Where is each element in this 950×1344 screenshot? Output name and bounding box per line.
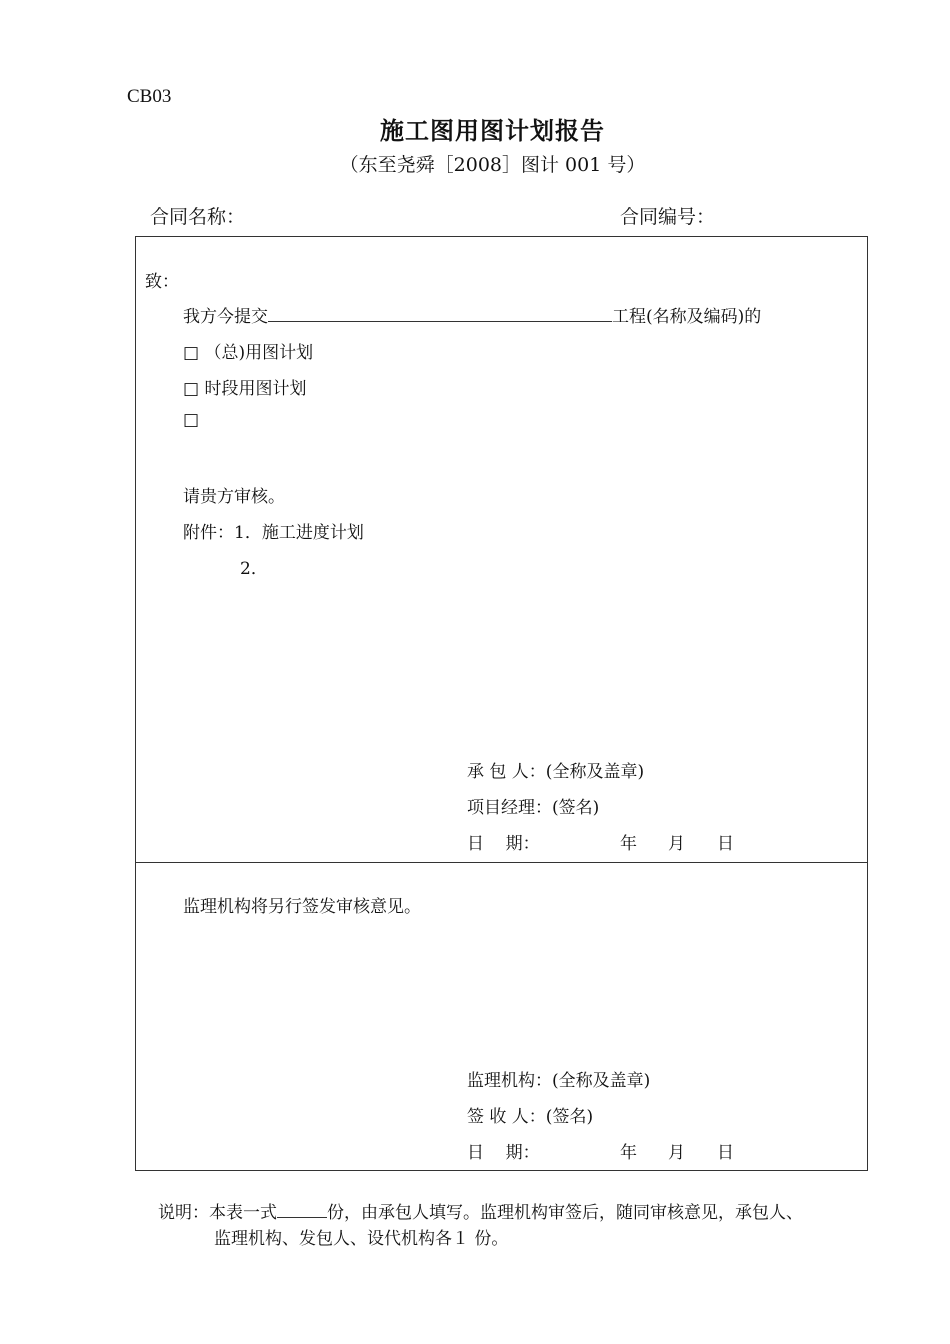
- supervisor-date-label: 日 期：: [467, 1143, 540, 1163]
- supervisor-date-day: 日: [717, 1143, 734, 1163]
- supervisor-opinion: 监理机构将另行签发审核意见。: [183, 897, 421, 917]
- form-table: [135, 236, 868, 1171]
- contractor-signature: 承 包 人：(全称及盖章): [467, 762, 645, 782]
- submit-line: [183, 302, 761, 327]
- section-divider: [136, 862, 867, 863]
- attachment-1: 附件：1．施工进度计划: [183, 523, 364, 543]
- page-title: 施工图用图计划报告: [380, 117, 605, 145]
- supervisor-date-month: 月: [668, 1143, 685, 1163]
- option-other[interactable]: □: [183, 410, 200, 430]
- review-request: 请贵方审核。: [183, 487, 285, 507]
- receiver-signature: 签 收 人：(签名): [467, 1107, 594, 1127]
- copies-blank[interactable]: [277, 1200, 327, 1218]
- contract-number-label: 合同编号：: [620, 206, 716, 228]
- option-total-plan[interactable]: □ （总)用图计划: [183, 343, 314, 363]
- option-period-plan[interactable]: □ 时段用图计划: [183, 379, 307, 399]
- supervisor-org-signature: 监理机构：(全称及盖章): [467, 1071, 651, 1091]
- contractor-date-year: 年: [620, 834, 637, 854]
- form-code: CB03: [127, 86, 172, 107]
- document-number: （东至尧舜［2008］图计 001 号）: [339, 154, 646, 176]
- note-suffix: 份，由承包人填写。监理机构审签后，随同审核意见，承包人、: [327, 1203, 803, 1223]
- manager-signature: 项目经理：(签名): [467, 798, 600, 818]
- note-prefix: 说明：本表一式: [158, 1203, 277, 1223]
- project-name-blank[interactable]: [268, 304, 612, 322]
- contractor-date-day: 日: [717, 834, 734, 854]
- note-line-2: 监理机构、发包人、设代机构各１ 份。: [214, 1229, 509, 1249]
- submit-prefix: 我方今提交: [183, 307, 268, 327]
- supervisor-date-year: 年: [620, 1143, 637, 1163]
- contractor-date-label: 日 期：: [467, 834, 540, 854]
- footnote: [158, 1200, 878, 1252]
- attachment-2: 2．: [240, 559, 268, 579]
- contractor-date-month: 月: [668, 834, 685, 854]
- submit-suffix: 工程(名称及编码)的: [612, 307, 762, 327]
- to-label: 致：: [145, 272, 179, 292]
- contract-name-label: 合同名称：: [150, 206, 246, 228]
